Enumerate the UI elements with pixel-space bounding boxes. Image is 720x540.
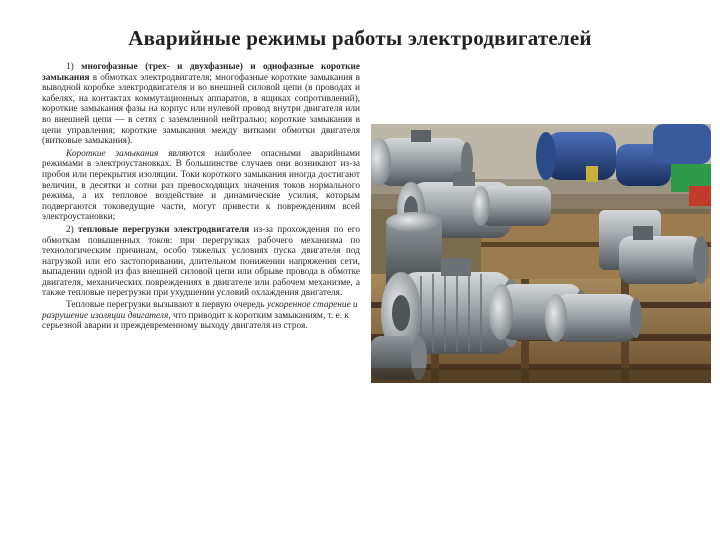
bold-phrase-short-circuits: многофазные (трех- и двухфазные) и однофазные короткие замыкания bbox=[42, 62, 360, 83]
motor-center-small bbox=[472, 186, 551, 226]
motor-front-right bbox=[545, 294, 642, 342]
motors-photo bbox=[371, 124, 711, 383]
paragraph-4-start: Тепловые перегрузки вызывают в первую очередь bbox=[66, 300, 265, 311]
italic-phrase-short-circuits: Короткие замыкания bbox=[66, 148, 159, 159]
bold-phrase-thermal-overloads: тепловые перегрузки электродвигателя bbox=[78, 224, 250, 235]
slide-title: Аварийные режимы работы электродвигателей bbox=[128, 26, 592, 50]
list-number-1: 1) bbox=[66, 62, 74, 72]
paragraph-short-circuits-danger bbox=[42, 149, 360, 223]
paragraph-2-text: являются наиболее опасными аварийными режимами в электроустановках. В большинстве случаев они возникают из-за пробоя или перекрытия изоляции. Токи короткого замыкания иногда достигают величин, в десятки и сотни раз превосходящих значения токов нормального режима, а их тепловое воздействие и динамические усилия, которым подвергаются токоведущие части, могут привести к повреждениям всей электроустановки; bbox=[42, 148, 361, 223]
paragraph-short-circuits-list bbox=[42, 62, 360, 147]
paragraph-insulation-aging bbox=[42, 300, 360, 332]
italic-phrase-insulation: ускоренное старение и разрушение изоляции двигателя bbox=[42, 300, 358, 321]
paragraph-1-text: в обмотках электродвигателя; многофазные короткие замыкания в выводной коробке электродвигателя и во внешней силовой цепи (в проводах и кабелях, на контактах коммутационных аппаратов, в ящиках сопротивлений), короткие замыкания фазы на корпус или нулевой провод внутри двигателя или во внешней цепи — в сетях с заземленной нейтралью; короткие замыкания в цепи управления; короткие замыкания между витками обмотки двигателя (витковые замыкания). bbox=[42, 72, 361, 147]
body-text bbox=[42, 62, 360, 332]
paragraph-4-text: , что приводит к коротким замыканиям, т. е. к серьезной аварии и преждевременному выходу двигателя из строя. bbox=[42, 310, 349, 332]
list-number-2: 2) bbox=[66, 224, 74, 235]
paragraph-3-text: из-за прохождения по его обмоткам повышенных токов: при перегрузках рабочего механизма по технологическим причинам, особо тяжелых условиях пуска двигателя под нагрузкой или его застопоривании, длительном понижении напряжения сети, выпадении одной из фаз внешней силовой цепи или обрыве провода в обмотке двигателя, механических повреждениях в двигателе или рабочем механизме, а также тепловые перегрузки при ухудшении условий охлаждения двигателя. bbox=[42, 224, 361, 299]
motors-illustration bbox=[371, 124, 711, 383]
photo-vignette bbox=[371, 368, 711, 383]
paragraph-thermal-overloads bbox=[42, 225, 360, 299]
